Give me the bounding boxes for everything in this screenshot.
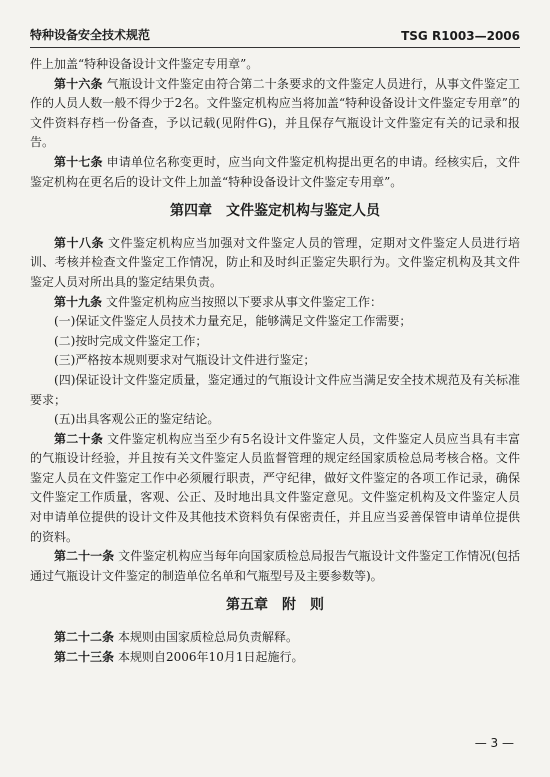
article-label: 第十七条 xyxy=(54,154,103,169)
article-text: 申请单位名称变更时，应当向文件鉴定机构提出更名的申请。经核实后，文件鉴定机构在更名后的设计文件上加盖“特种设备设计文件鉴定专用章”。 xyxy=(30,154,520,189)
article-text: 本规则自2006年10月1日起施行。 xyxy=(118,649,304,664)
article-19 xyxy=(30,293,520,313)
chapter-5-heading: 第五章 附 则 xyxy=(226,597,324,614)
article-text: 文件鉴定机构应当按照以下要求从事文件鉴定工作： xyxy=(106,294,383,309)
list-item: (五)出具客观公正的鉴定结论。 xyxy=(54,412,220,427)
article-label: 第二十条 xyxy=(54,431,104,446)
article-text: 文件鉴定机构应当每年向国家质检总局报告气瓶设计文件鉴定工作情况(包括通过气瓶设计文件鉴定的制造单位名单和气瓶型号及主要参数等)。 xyxy=(30,549,520,583)
list-item: (四)保证设计文件鉴定质量，鉴定通过的气瓶设计文件应当满足安全技术规范及有关标准要求； xyxy=(30,372,520,407)
list-item: (二)按时完成文件鉴定工作； xyxy=(54,333,208,348)
article-17 xyxy=(30,153,520,192)
article-20 xyxy=(30,430,520,548)
header-right: TSG R1003—2006 xyxy=(401,29,520,43)
article-label: 第二十三条 xyxy=(54,649,115,664)
continuation-text: 件上加盖“特种设备设计文件鉴定专用章”。 xyxy=(30,57,259,71)
article-text: 文件鉴定机构应当至少有5名设计文件鉴定人员，文件鉴定人员应当具有丰富的气瓶设计经验，并且按有关文件鉴定人员监督管理的规定经国家质检总局考核合格。文件鉴定人员在文件鉴定工作中必须履行职责，严守纪律，做好文件鉴定的各项工作记录，确保文件鉴定工作质量，客观、公正、及时地出具文件鉴定意见。文件鉴定机构及文件鉴定人员对申请单位提供的设计文件及其他技术资料负有保密责任，并且应当妥善保管申请单位提供的资料。 xyxy=(30,431,520,544)
header-left: 特种设备安全技术规范 xyxy=(30,28,151,42)
list-item: (一)保证文件鉴定人员技术力量充足，能够满足文件鉴定工作需要； xyxy=(54,314,412,329)
article-23 xyxy=(30,648,520,668)
article-label: 第二十二条 xyxy=(54,630,115,645)
article-label: 第十八条 xyxy=(54,235,104,250)
article-16 xyxy=(30,75,520,153)
page-number: — 3 — xyxy=(474,736,514,750)
article-text: 本规则由国家质检总局负责解释。 xyxy=(118,630,299,645)
article-text: 文件鉴定机构应当加强对文件鉴定人员的管理，定期对文件鉴定人员进行培训、考核并检查文件鉴定工作情况，防止和及时纠正鉴定失职行为。文件鉴定机构及其文件鉴定人员对所出具的鉴定结果负责。 xyxy=(30,235,520,289)
article-label: 第十九条 xyxy=(54,294,103,309)
article-21 xyxy=(30,547,520,586)
article-18 xyxy=(30,234,520,293)
article-22 xyxy=(30,628,520,648)
document-body xyxy=(30,55,520,667)
chapter-4-heading: 第四章 文件鉴定机构与鉴定人员 xyxy=(170,203,380,220)
list-item: (三)严格按本规则要求对气瓶设计文件进行鉴定； xyxy=(54,353,316,368)
article-label: 第十六条 xyxy=(54,76,103,91)
article-label: 第二十一条 xyxy=(54,549,115,564)
running-header xyxy=(30,26,520,48)
article-text: 气瓶设计文件鉴定由符合第二十条要求的文件鉴定人员进行，从事文件鉴定工作的人员人数一般不得少于2名。文件鉴定机构应当将加盖“特种设备设计文件鉴定专用章”的文件资料存档一份备查，予以记载(见附件G)，并且保存气瓶设计文件鉴定有关的记录和报告。 xyxy=(30,76,520,150)
